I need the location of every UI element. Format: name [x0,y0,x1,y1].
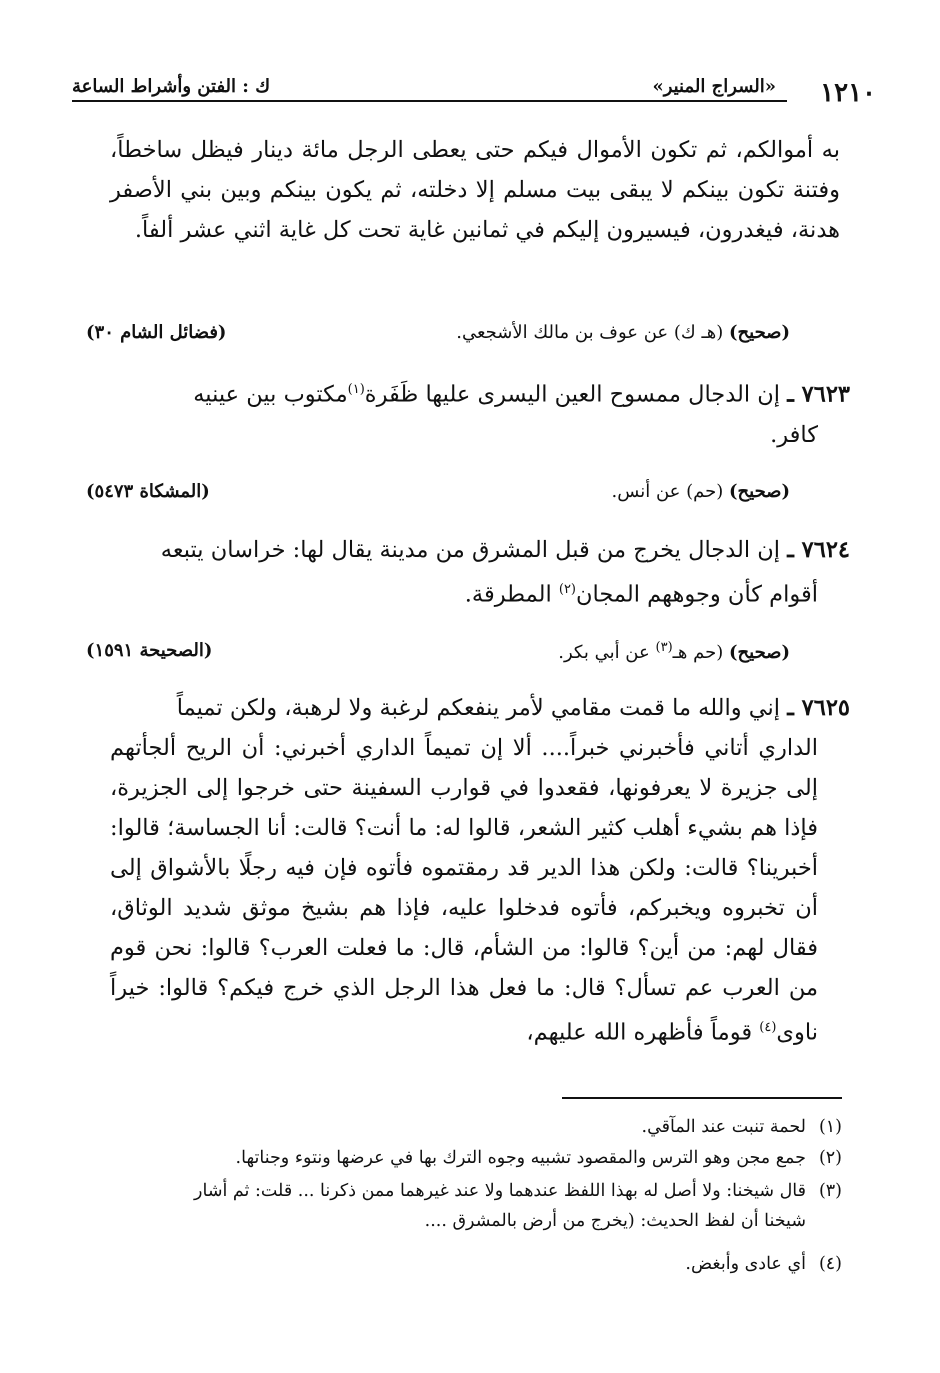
grade-label: (صحيح) [729,642,790,663]
hadith-text: أقوام كأن وجوههم المجان [576,581,818,608]
footnote-text-continued: شيخنا أن لفظ الحديث: (يخرج من أرض بالمشرق .... [424,1211,806,1231]
grade-narrator [456,322,790,343]
reference-label: (المشكاة ٥٤٧٣) [86,481,210,502]
hadith-text-continued [110,728,850,1053]
footnote-number: (٢) [818,1148,842,1168]
footnote-ref: (٢) [558,582,576,597]
footnote-ref: (٤) [759,1020,777,1035]
footnote-ref: (١) [347,382,365,397]
reference-label: (فضائل الشام ٣٠) [86,322,227,343]
hadith-number: ٧٦٢٥ ـ [787,695,850,721]
hadith-number: ٧٦٢٣ ـ [787,381,850,408]
grade-narrator [558,640,790,663]
hadith-text: الداري أتاني فأخبرني خبراً.... ألا إن تميماً الداري أخبرني: أن الريح ألجأتهم إلى جزيرة لا يعرفونها، فقعدوا في قوارب السفينة حتى خرجوا إلى الجزيرة، فإذا هم بشيء أهلب كثير الشعر، قالوا له: ما أنت؟ قالت: أنا الجساسة؛ قالوا: أخبرينا؟ قالت: ولكن هذا الدير قد رمقتموه فأتوه فإن فيه رجلًا بالأشواق إلى أن تخبروه ويخبركم، فأتوه فدخلوا عليه، فإذا هم بشيخ موثق شديد الوثاق، فقال لهم: من أين؟ قالوا: من الشأم، قال: ما فعلت العرب؟ قالوا: نحن قوم من العرب عم تسأل؟ قال: ما فعل هذا الرجل الذي خرج فيكم؟ قالوا: خيراً ناوى [110,735,818,1046]
hadith-7624 [110,530,850,615]
hadith-text: مكتوب بين عينيه [193,381,348,408]
hadith-text: إن الدجال ممسوح العين اليسرى عليها ظَفَرة [364,381,781,408]
footnote-divider [562,1097,842,1099]
hadith-7625 [110,688,850,1053]
reference-label: (الصحيحة ١٥٩١) [86,640,213,661]
source-line [86,640,840,670]
hadith-text: المطرقة. [464,581,552,608]
hadith-text: قوماً فأظهره الله عليهم، [526,1019,753,1046]
hadith-text-continued: كافر. [770,421,818,448]
narrator-text: (حم هـ [672,642,724,663]
hadith-text: إني والله ما قمت مقامي لأمر ينفعكم لرغبة ولا لرهبة، ولكن تميماً [176,695,781,721]
hadith-text: إن الدجال يخرج من قبل المشرق من مدينة يقال لها: خراسان يتبعه [160,537,781,563]
footnote [72,1249,842,1279]
footnote [72,1176,842,1236]
footnote-text: أي عادى وأبغض. [685,1254,806,1274]
footnote-text: لحمة تنبت عند المآقي. [641,1117,806,1137]
hadith-7623 [110,370,850,455]
footnote [72,1112,842,1142]
hadith-number: ٧٦٢٤ ـ [787,537,850,563]
hadith-text-continued [110,570,850,615]
source-line [86,481,840,511]
footnote-number: (٣) [818,1181,842,1201]
chapter-title: ك : الفتن وأشراط الساعة [72,76,271,97]
page-header [72,68,876,108]
footnote-text: قال شيخنا: ولا أصل له بهذا اللفظ عندهما ولا عند غيرهما ممن ذكرنا ... قلت: ثم أشار [194,1181,806,1201]
header-rule [72,100,787,102]
page-number: ١٢١٠ [820,78,876,108]
narrator-text: عن أبي بكر. [558,642,650,663]
narrator-text: (هـ ك) عن عوف بن مالك الأشجعي. [456,322,724,343]
hadith-text: به أموالكم، ثم تكون الأموال فيكم حتى يعطى الرجل مائة دينار فيظل ساخطاً، وفتنة تكون بينكم لا يبقى بيت مسلم إلا دخلته، ثم يكون بينكم وبين بني الأصفر هدنة، فيغدرون، فيسيرون إليكم في ثمانين غاية تحت كل غاية اثني عشر ألفاً. [110,137,840,243]
grade-narrator [612,481,790,502]
grade-label: (صحيح) [729,481,790,502]
narrator-text: (حم) عن أنس. [611,481,724,502]
footnote-number: (١) [818,1117,842,1137]
hadith-continuation [110,130,840,250]
grade-label: (صحيح) [729,322,790,343]
footnote-text: جمع مجن وهو الترس والمقصود تشبيه وجوه الترك بها في عرضها ونتوء وجناتها. [235,1148,806,1168]
footnote-ref: (٣) [655,640,673,655]
book-title: «السراج المنير» [652,76,776,97]
footnote-number: (٤) [818,1254,842,1274]
footnote [72,1143,842,1173]
source-line [86,322,840,352]
